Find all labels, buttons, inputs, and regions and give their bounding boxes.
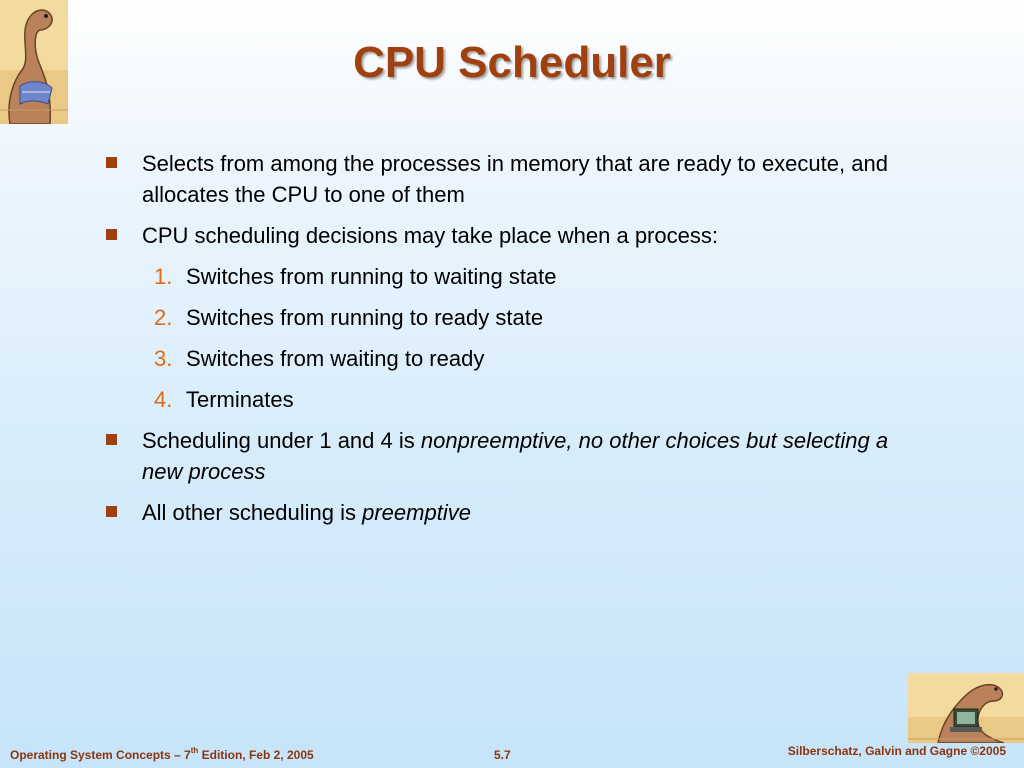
bullet-text: Scheduling under 1 and 4 is xyxy=(142,428,421,453)
footer-authors: Silberschatz, Galvin and Gagne ©2005 xyxy=(787,744,1006,758)
bullet-text: All other scheduling is xyxy=(142,500,363,525)
bullet-item xyxy=(104,425,904,487)
bullet-square-icon xyxy=(106,229,117,240)
item-text: Switches from running to ready state xyxy=(186,305,544,330)
item-text: Switches from waiting to ready xyxy=(186,346,485,371)
bullet-square-icon xyxy=(106,506,117,517)
bullet-item xyxy=(104,220,904,251)
item-text: Switches from running to waiting state xyxy=(186,264,557,289)
numbered-item xyxy=(104,384,904,415)
bullet-square-icon xyxy=(106,434,117,445)
item-number: 3. xyxy=(154,346,173,371)
dinosaur-computer-icon xyxy=(908,673,1024,743)
numbered-item xyxy=(104,302,904,333)
item-number: 4. xyxy=(154,387,173,412)
bullet-text: Selects from among the processes in memory that are ready to execute, and allocates the CPU to one of them xyxy=(142,151,888,207)
item-number: 1. xyxy=(154,264,173,289)
slide-content xyxy=(104,148,904,538)
bullet-item xyxy=(104,497,904,528)
slide-title: CPU Scheduler xyxy=(353,38,671,87)
bullet-square-icon xyxy=(106,157,117,168)
bullet-emphasis: nonpreemptive, no other choices but selecting a new process xyxy=(142,428,889,484)
slide-footer xyxy=(0,746,1024,766)
numbered-item xyxy=(104,261,904,292)
item-text: Terminates xyxy=(186,387,294,412)
bullet-item xyxy=(104,148,904,210)
footer-page-number: 5.7 xyxy=(494,748,511,762)
bullet-emphasis: preemptive xyxy=(362,500,471,525)
bullet-text: CPU scheduling decisions may take place when a process: xyxy=(142,223,718,248)
item-number: 2. xyxy=(154,305,173,330)
numbered-item xyxy=(104,343,904,374)
footer-book-title: Operating System Concepts – 7th Edition, Feb 2, 2005 xyxy=(10,746,314,762)
